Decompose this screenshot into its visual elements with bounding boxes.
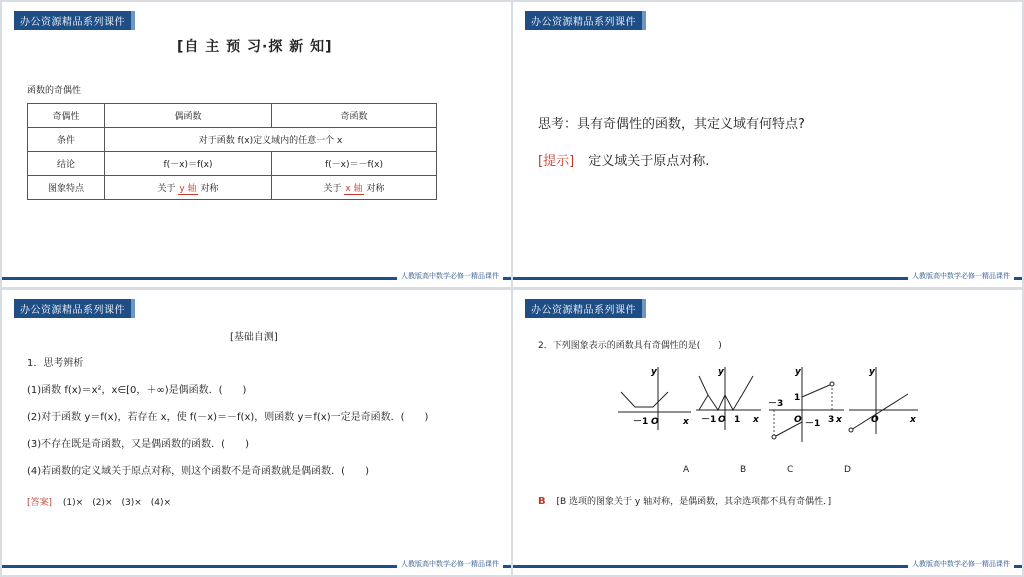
hint-label: [提示]: [538, 154, 575, 169]
think-question: 思考：具有奇偶性的函数，其定义域有何特点?: [538, 117, 805, 132]
origin-label: O: [718, 415, 726, 425]
slide-3[interactable]: [2, 290, 511, 575]
tick-label: －3: [768, 399, 784, 409]
question-heading: 1．思考辨析: [27, 358, 84, 369]
series-tag: 办公资源精品系列课件: [525, 299, 642, 318]
function-curve: [802, 384, 832, 397]
answer-line: [538, 494, 831, 507]
cell-text: 对称: [200, 184, 219, 194]
tick-label: 1: [794, 393, 801, 403]
table-cell: [272, 176, 437, 200]
tick-label: －1: [701, 415, 717, 425]
graph-b: [693, 362, 763, 432]
table-row: [28, 176, 437, 200]
slide-1[interactable]: [2, 2, 511, 287]
series-tag: 办公资源精品系列课件: [14, 299, 131, 318]
option-label-a: A: [683, 465, 690, 475]
axis-label-y: y: [718, 367, 724, 377]
cell-text: 对称: [366, 184, 385, 194]
origin-label: O: [651, 417, 659, 427]
hint-line: [538, 150, 709, 169]
table-cell: 条件: [28, 128, 105, 152]
origin-label: O: [794, 415, 802, 425]
footer-label: 人教版高中数学必修一精品课件: [908, 271, 1014, 281]
tick-label: 3: [828, 415, 835, 425]
slide-heading: [自 主 预 习·探 新 知]: [177, 39, 333, 55]
answer-text: (1)× (2)× (3)× (4)×: [62, 498, 172, 508]
table-cell: 对于函数 f(x)定义域内的任意一个 x: [105, 128, 437, 152]
tick-label: －1: [805, 419, 821, 429]
table-cell: [105, 176, 272, 200]
table-cell: 偶函数: [105, 104, 272, 128]
axis-label-x: x: [753, 415, 759, 425]
graph-a: [613, 362, 693, 432]
graph-c: [766, 362, 846, 447]
open-point: [830, 382, 834, 386]
slide-4[interactable]: [513, 290, 1022, 575]
axis-label-x: x: [910, 415, 916, 425]
open-point: [849, 428, 853, 432]
table-cell: f(－x)＝－f(x): [272, 152, 437, 176]
function-curve: [851, 394, 908, 430]
question-text: 2．下列图象表示的函数具有奇偶性的是( ): [538, 341, 722, 351]
answer-line: [27, 495, 171, 508]
cell-text: 关于: [323, 184, 342, 194]
open-point: [772, 435, 776, 439]
axis-label-y: y: [869, 367, 875, 377]
slide-2[interactable]: [513, 2, 1022, 287]
fill-blank-answer: y 轴: [179, 184, 197, 194]
table-cell: 奇偶性: [28, 104, 105, 128]
statement-1: (1)函数 f(x)＝x²，x∈[0，＋∞)是偶函数．( ): [27, 385, 247, 396]
section-title: 函数的奇偶性: [27, 86, 82, 96]
statement-3: (3)不存在既是奇函数，又是偶函数的函数．( ): [27, 439, 249, 450]
cell-text: 关于: [157, 184, 176, 194]
answer-text: [B 选项的图象关于 y 轴对称，是偶函数，其余选项都不具有奇偶性．]: [556, 497, 832, 507]
hint-text: 定义域关于原点对称.: [588, 154, 710, 169]
series-tag: 办公资源精品系列课件: [14, 11, 131, 30]
table-cell: 奇函数: [272, 104, 437, 128]
tick-label: 1: [734, 415, 741, 425]
axis-label-x: x: [836, 415, 842, 425]
parity-table: [27, 103, 437, 200]
table-cell: f(－x)＝f(x): [105, 152, 272, 176]
function-curve: [621, 392, 668, 407]
fill-blank-answer: x 轴: [345, 184, 363, 194]
option-label-b: B: [740, 465, 747, 475]
series-tag: 办公资源精品系列课件: [525, 11, 642, 30]
table-cell: 图象特点: [28, 176, 105, 200]
option-label-c: C: [787, 465, 794, 475]
graph-d: [846, 362, 921, 437]
option-label-d: D: [844, 465, 851, 475]
axis-label-x: x: [683, 417, 689, 427]
answer-label: [答案]: [27, 498, 53, 508]
axis-label-y: y: [795, 367, 801, 377]
footer-label: 人教版高中数学必修一精品课件: [908, 559, 1014, 569]
answer-letter: B: [538, 496, 546, 507]
table-row: [28, 152, 437, 176]
tick-label: －1: [633, 417, 649, 427]
footer-label: 人教版高中数学必修一精品课件: [397, 559, 503, 569]
origin-label: O: [871, 415, 879, 425]
section-title: [基础自测]: [230, 332, 278, 343]
statement-2: (2)对于函数 y＝f(x)，若存在 x，使 f(－x)＝－f(x)，则函数 y＝f(x)一定是奇函数．( ): [27, 412, 429, 423]
table-row: [28, 104, 437, 128]
footer-label: 人教版高中数学必修一精品课件: [397, 271, 503, 281]
function-curve: [699, 376, 708, 395]
statement-4: (4)若函数的定义域关于原点对称，则这个函数不是奇函数就是偶函数．( ): [27, 466, 369, 477]
table-cell: 结论: [28, 152, 105, 176]
axis-label-y: y: [651, 367, 657, 377]
table-row: [28, 128, 437, 152]
